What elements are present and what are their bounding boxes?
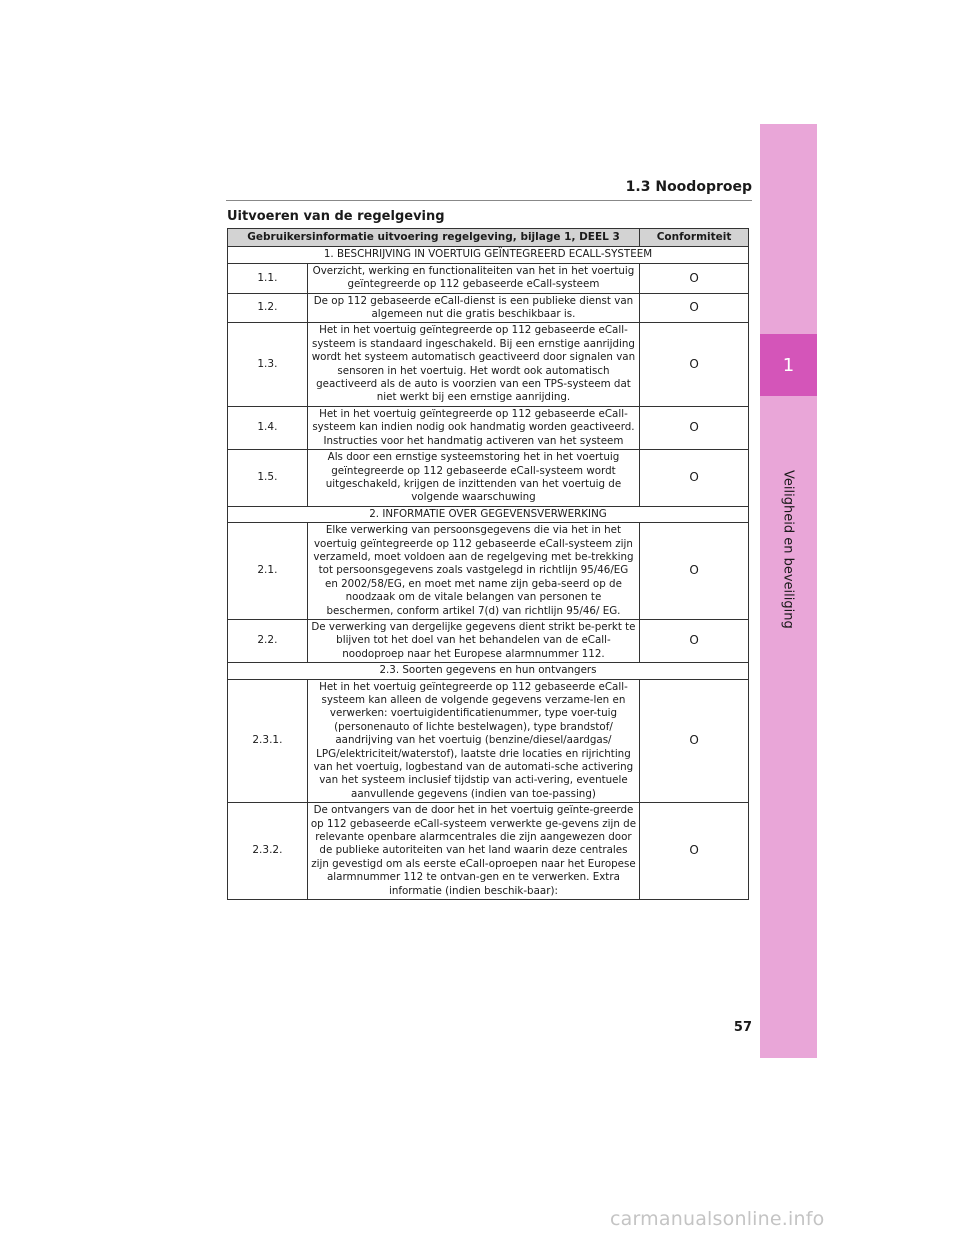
page-number: 57 (733, 1020, 752, 1035)
row-conformity-cell: O (640, 523, 749, 620)
column-header-conformity: Conformiteit (640, 229, 749, 247)
watermark: carmanualsonline.info (610, 1208, 825, 1230)
table-header-row (228, 229, 749, 247)
row-text-cell: Als door een ernstige systeemstoring het in het voertuig geïntegreerde op 112 gebaseerde eCall-systeem wordt uitgeschakeld, krijgen de inzittenden van het voertuig de volgende waarschuwing (307, 450, 639, 507)
row-text-cell: Het in het voertuig geïntegreerde op 112 gebaseerde eCall-systeem is standaard ingeschakeld. Bij een ernstige aanrijding wordt het systeem automatisch geactiveerd door signalen van sensoren in het voertuig. Het wordt ook automatisch geactiveerd als de auto is voorzien van een TPS-systeem dat niet werkt bij een ernstige aanrijding. (307, 323, 639, 406)
table-row (228, 263, 749, 293)
row-text-cell: De op 112 gebaseerde eCall-dienst is een publieke dienst van algemeen nut die gratis beschikbaar is. (307, 293, 639, 323)
row-number-cell: 2.3.2. (228, 803, 308, 900)
page-heading: Uitvoeren van de regelgeving (227, 209, 445, 224)
chapter-title: Veiligheid en beveiliging (780, 469, 796, 629)
table-section-row (228, 506, 749, 522)
regulation-table (227, 228, 749, 900)
table-row (228, 803, 749, 900)
chapter-number: 1 (760, 334, 817, 396)
section-title-cell: 2. INFORMATIE OVER GEGEVENSVERWERKING (228, 506, 749, 522)
row-conformity-cell: O (640, 323, 749, 406)
row-text-cell: Elke verwerking van persoonsgegevens die via het in het voertuig geïntegreerde op 112 gebaseerde eCall-systeem zijn verzameld, moet voldoen aan de regelgeving met be-trekking tot persoonsgegevens zoals vastgelegd in richtlijn 95/46/EG en 2002/58/EG, en moet met name zijn geba-seerd op de noodzaak om de vitale belangen van personen te beschermen, conform artikel 7(d) van richtlijn 95/46/ EG. (307, 523, 639, 620)
column-header-info: Gebruikersinformatie uitvoering regelgeving, bijlage 1, DEEL 3 (228, 229, 640, 247)
table-section-row (228, 663, 749, 679)
row-conformity-cell: O (640, 406, 749, 449)
row-number-cell: 1.5. (228, 450, 308, 507)
header-divider (226, 200, 752, 201)
row-number-cell: 1.3. (228, 323, 308, 406)
row-conformity-cell: O (640, 263, 749, 293)
row-number-cell: 2.3.1. (228, 679, 308, 803)
row-number-cell: 2.1. (228, 523, 308, 620)
section-title-cell: 2.3. Soorten gegevens en hun ontvangers (228, 663, 749, 679)
section-title: 1.3 Noodoproep (625, 179, 752, 195)
row-number-cell: 1.1. (228, 263, 308, 293)
row-conformity-cell: O (640, 619, 749, 662)
table-body (228, 247, 749, 900)
row-number-cell: 2.2. (228, 619, 308, 662)
row-text-cell: De ontvangers van de door het in het voertuig geïnte-greerde op 112 gebaseerde eCall-systeem verwerkte ge-gevens zijn de relevante openbare alarmcentrales die zijn aangewezen door de publieke autoriteiten van het land waarin deze centrales zijn gevestigd om als eerste eCall-oproepen naar het Europese alarmnummer 112 te ontvan-gen en te verwerken. Extra informatie (indien beschik-baar): (307, 803, 639, 900)
table-row (228, 450, 749, 507)
row-conformity-cell: O (640, 450, 749, 507)
table-section-row (228, 247, 749, 263)
table-row (228, 293, 749, 323)
row-text-cell: De verwerking van dergelijke gegevens dient strikt be-perkt te blijven tot het doel van het behandelen van de eCall-noodoproep naar het Europese alarmnummer 112. (307, 619, 639, 662)
table-row (228, 523, 749, 620)
row-conformity-cell: O (640, 803, 749, 900)
table-row (228, 619, 749, 662)
table-row (228, 679, 749, 803)
table-row (228, 406, 749, 449)
row-conformity-cell: O (640, 679, 749, 803)
row-text-cell: Overzicht, werking en functionaliteiten van het in het voertuig geïntegreerde op 112 gebaseerde eCall-systeem (307, 263, 639, 293)
row-text-cell: Het in het voertuig geïntegreerde op 112 gebaseerde eCall-systeem kan alleen de volgende gegevens verzame-len en verwerken: voertuigidentificatienummer, type voer-tuig (personenauto of lichte bestelwagen), type brandstof/ aandrijving van het voertuig (benzine/diesel/aardgas/ LPG/elektriciteit/waterstof), laatste drie locaties en rijrichting van het voertuig, logbestand van de automati-sche activering van het systeem inclusief tijdstip van acti-vering, eventuele aanvullende gegevens (indien van toe-passing) (307, 679, 639, 803)
row-number-cell: 1.4. (228, 406, 308, 449)
row-conformity-cell: O (640, 293, 749, 323)
chapter-side-tab (760, 124, 817, 1058)
row-text-cell: Het in het voertuig geïntegreerde op 112 gebaseerde eCall-systeem kan indien nodig ook handmatig worden geactiveerd. Instructies voor het handmatig activeren van het systeem (307, 406, 639, 449)
row-number-cell: 1.2. (228, 293, 308, 323)
section-title-cell: 1. BESCHRIJVING IN VOERTUIG GEÏNTEGREERD ECALL-SYSTEEM (228, 247, 749, 263)
table-row (228, 323, 749, 406)
